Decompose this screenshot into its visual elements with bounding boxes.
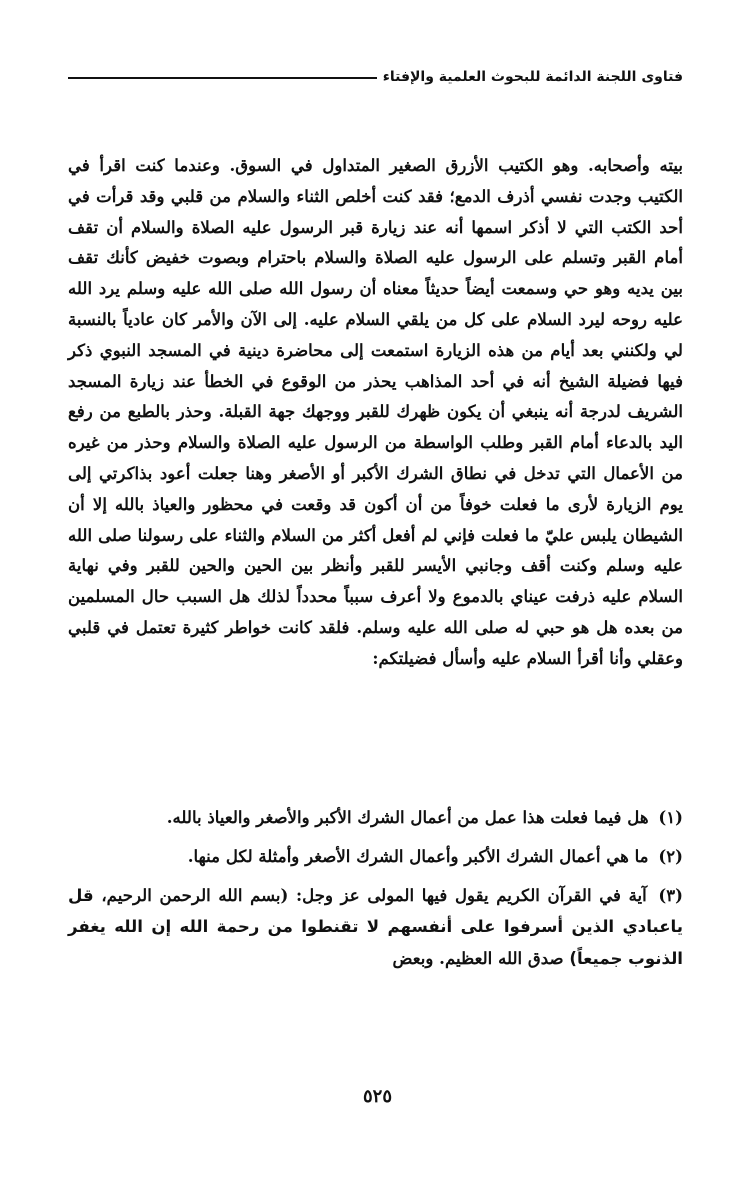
question-text: ما هي أعمال الشرك الأكبر وأعمال الشرك الأصغر وأمثلة لكل منها. (187, 845, 649, 866)
question-item (68, 880, 683, 975)
quran-quote: قل ياعبادي الذين أسرفوا على أنفسهم لا تقنطوا من رحمة الله إن الله يغفر الذنوب جميعاً) (68, 885, 683, 969)
header-rule (68, 77, 377, 79)
question-item (68, 841, 683, 872)
question-number: (٢) (658, 845, 683, 866)
main-paragraph (68, 150, 683, 674)
question-item (68, 802, 683, 833)
questions-list (68, 802, 683, 983)
question-number: (٣) (658, 884, 683, 905)
running-header (68, 66, 683, 88)
question-text: آية في القرآن الكريم يقول فيها المولى عز وجل: (بسم الله الرحمن الرحيم، (101, 884, 647, 905)
running-header-title: فتاوى اللجنة الدائمة للبحوث العلمية والإفتاء (382, 69, 683, 85)
paragraph-text: بيته وأصحابه. وهو الكتيب الأزرق الصغير المتداول في السوق. وعندما كنت اقرأ في الكتيب وجدت نفسي أذرف الدمع؛ فقد كنت أخلص الثناء والسلام من قلبي وقد قرأت في أحد الكتب التي لا أذكر اسمها أنه عند زيارة قبر الرسول عليه الصلاة والسلام أن تقف أمام القبر وتسلم على الرسول عليه الصلاة والسلام باحترام وبصوت خفيض كأنك تقف بين يديه وهو حي وسمعت أيضاً حديثاً معناه أن رسول الله صلى الله عليه وسلم يرد الله عليه روحه ليرد السلام على كل من يلقي السلام عليه. إلى الآن والأمر كان عادياً بالنسبة لي ولكنني بعد أيام من هذه الزيارة استمعت إلى محاضرة دينية في المسجد النبوي ذكر فيها فضيلة الشيخ أنه في أحد المذاهب يحذر من الوقوع في الخطأ عند زيارة المسجد الشريف لدرجة أنه ينبغي أن يكون ظهرك للقبر ووجهك جهة القبلة. وحذر بالطبع من رفع اليد بالدعاء أمام القبر وطلب الواسطة من الرسول عليه الصلاة والسلام وحذر من غيره من الأعمال التي تدخل في نطاق الشرك الأكبر أو الأصغر وهنا جعلت أعود بذاكرتي إلى يوم الزيارة لأرى ما فعلت خوفاً من أن أكون قد وقعت في محظور والعياذ بالله إلا أن الشيطان يلبس عليّ ما فعلت فإني لم أفعل أكثر من السلام والثناء على رسولنا صلى الله عليه وسلم وكنت أقف وجانبي الأيسر للقبر وأنظر بين الحين والحين للقبر وفي نهاية السلام عليه ذرفت عيناي بالدموع ولا أعرف سبباً محدداً لذلك هل السبب حال المسلمين من بعده هل هو حبي له صلى الله عليه وسلم. فلقد كانت خواطر كثيرة تعتمل في قلبي وعقلي وأنا أقرأ السلام عليه وأسأل فضيلتكم: (68, 155, 683, 668)
question-text-after: صدق الله العظيم. وبعض (392, 948, 564, 969)
question-text: هل فيما فعلت هذا عمل من أعمال الشرك الأكبر والأصغر والعياذ بالله. (166, 807, 649, 827)
page-number: ٥٢٥ (362, 1086, 392, 1107)
question-number: (١) (658, 807, 683, 827)
